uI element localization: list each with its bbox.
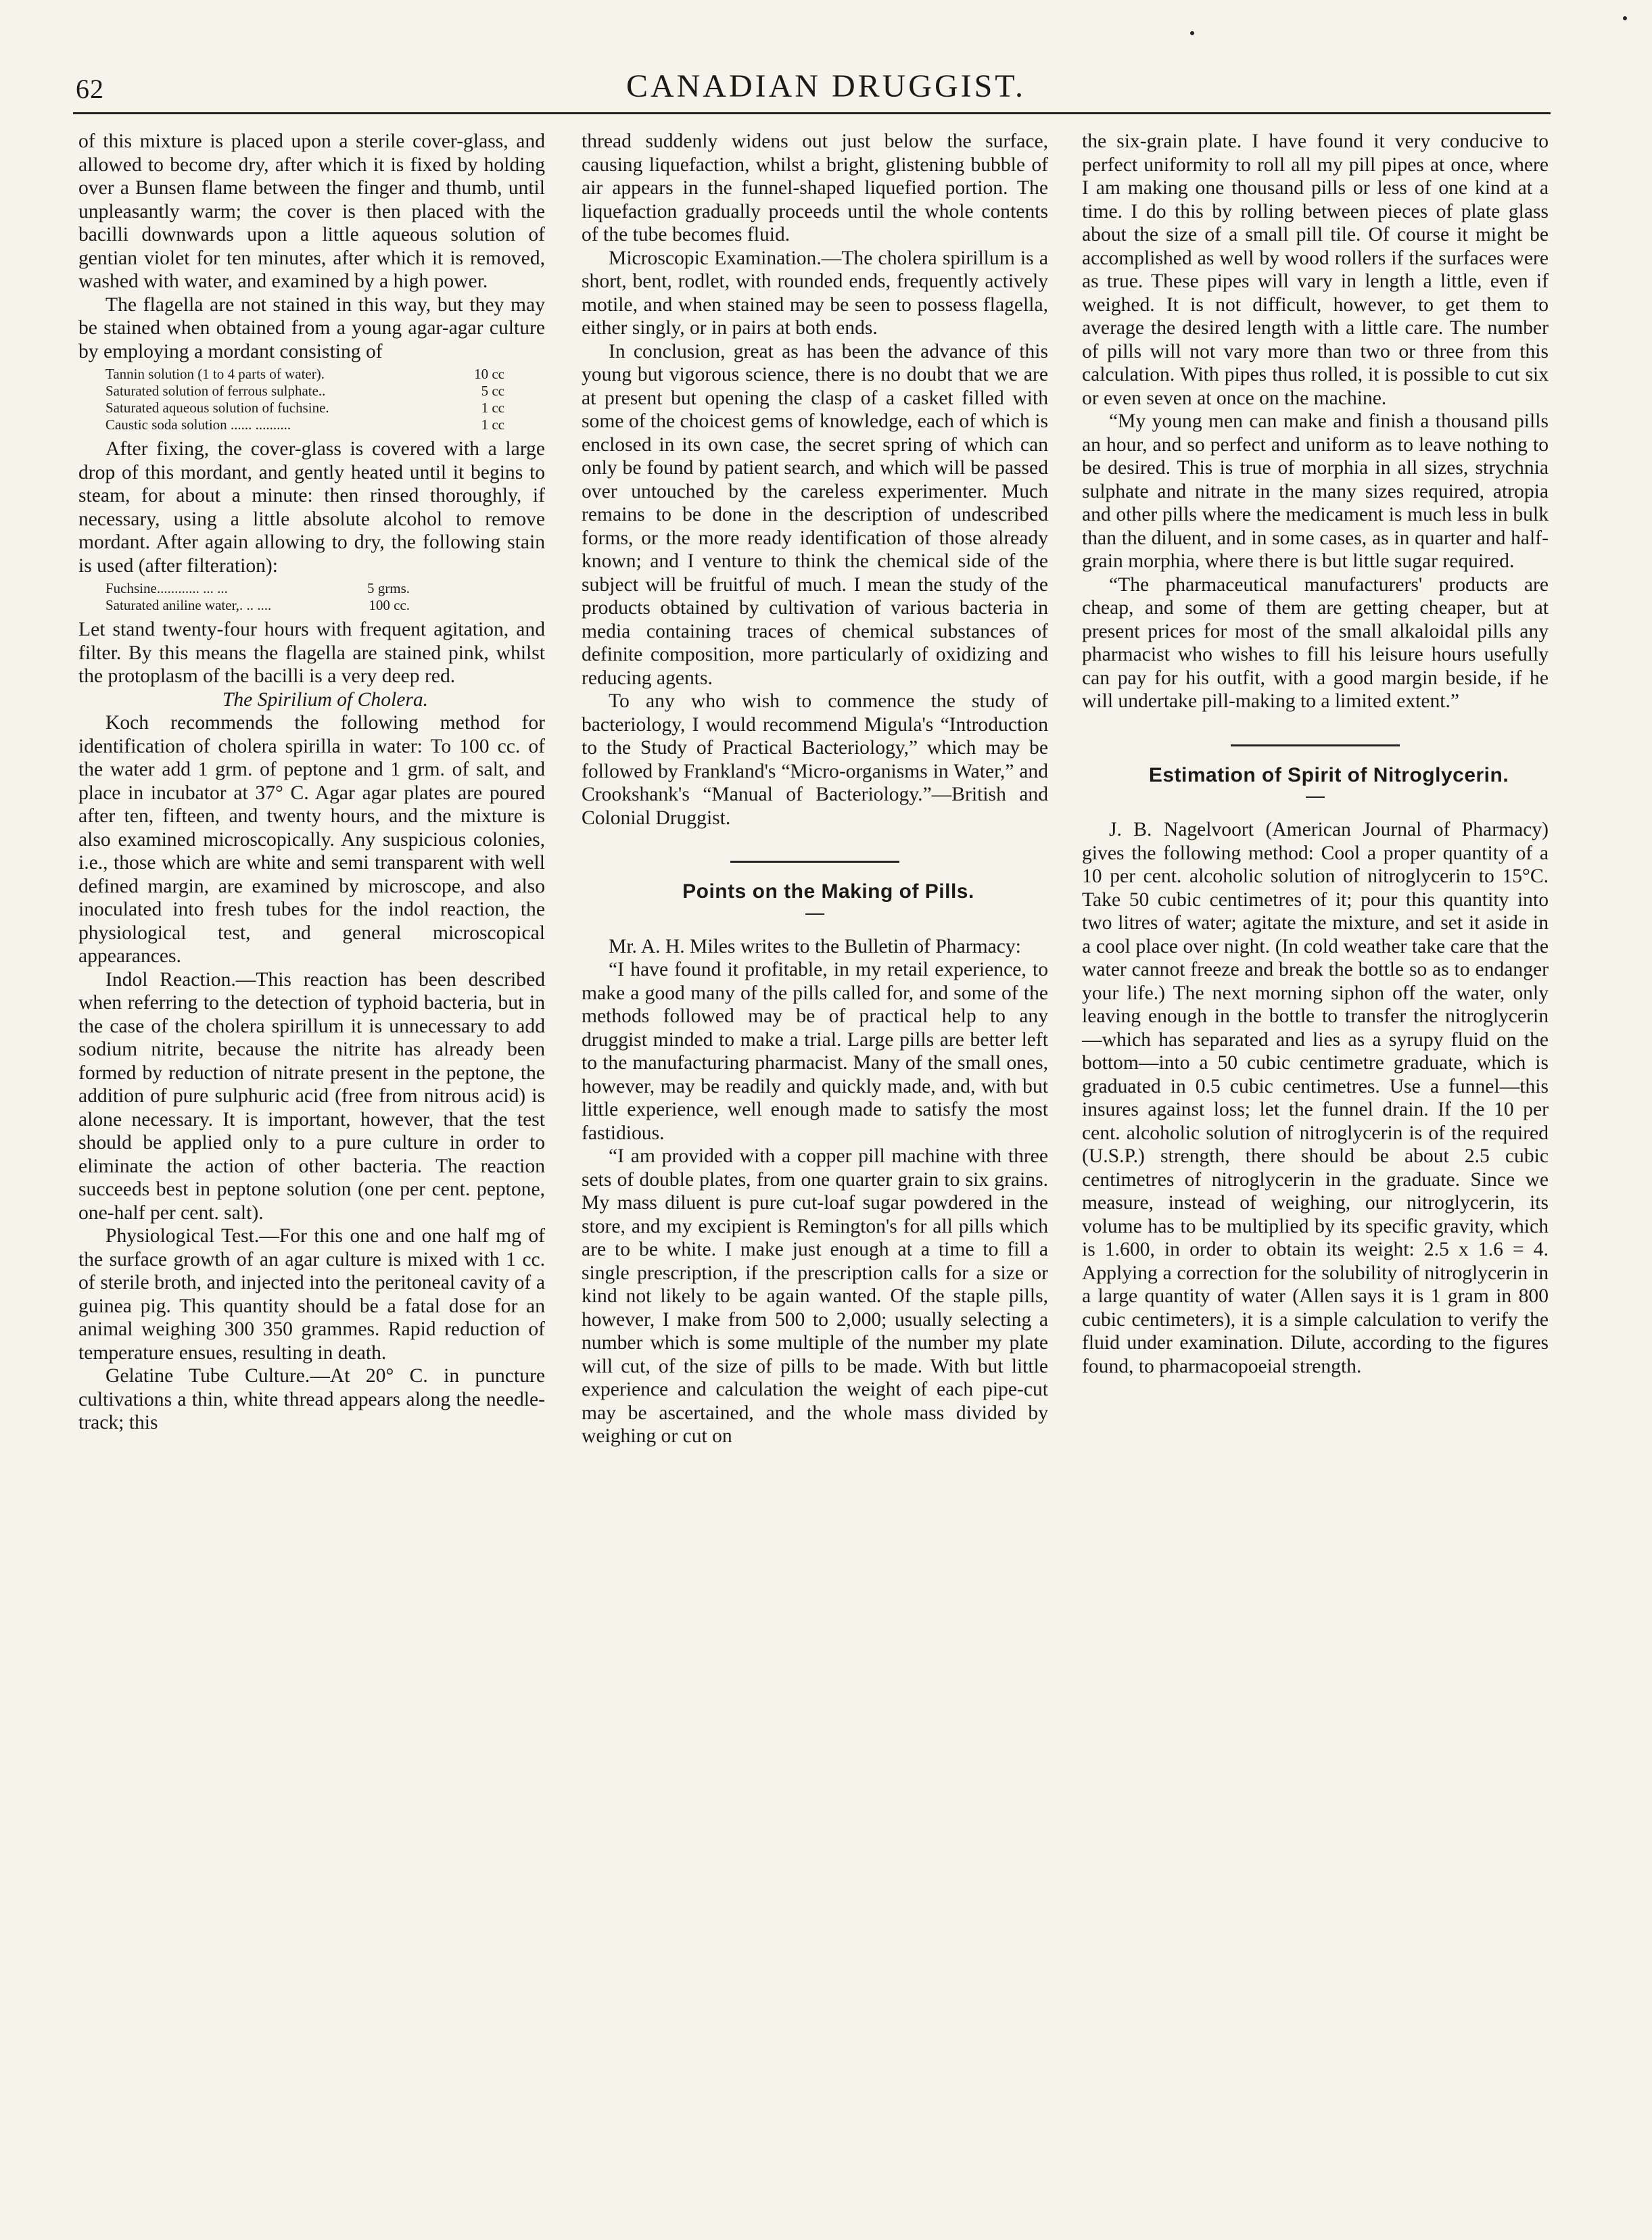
heading-dash: [1306, 796, 1325, 798]
recipe-qty: 1 cc: [481, 416, 504, 433]
section-divider: [1231, 744, 1400, 746]
stain-recipe: [105, 580, 545, 614]
paragraph: Physiological Test.—For this one and one half mg of the surface growth of an agar culture is mixed with 1 cc. of sterile broth, and injected into the peritoneal cavity of a guinea pig. This quantity should be a fatal dose for an animal weighing 300 350 grammes. Rapid reduction of temperature ensues, resulting in death.: [78, 1225, 545, 1364]
recipe-item: Fuchsine............ ... ...: [105, 580, 228, 596]
heading-nitroglycerin: Estimation of Spirit of Nitroglycerin.: [1148, 763, 1509, 786]
recipe-qty: 5 grms.: [367, 580, 410, 596]
recipe-item: Saturated aniline water,. .. ....: [105, 597, 272, 613]
paragraph: Indol Reaction.—This reaction has been described when referring to the detection of typhoid bacteria, but in the case of the cholera spirillum it is unnecessary to add sodium nitrite, because the nitrite has already been formed by reduction of nitrate present in the peptone, the addition of pure sulphuric acid (free from nitrous acid) is alone necessary. It is important, however, that the test should be applied only to a pure culture in order to eliminate the action of other bacteria. The reaction succeeds best in peptone solution (one per cent. peptone, one-half per cent. salt).: [78, 968, 545, 1224]
header-rule: [73, 112, 1551, 114]
paragraph: In conclusion, great as has been the advance of this young but vigorous science, there is no doubt that we are at present but opening the clasp of a casket filled with some of the choicest gems of knowledge, each of which is enclosed in its own case, the secret spring of which can only be found by patient search, and which will be passed over untouched by the careless experimenter. Much remains to be done in the description of undescribed forms, or the more ready identification of those already known; and I venture to think the chemical side of the subject will be fruitful of much. I mean the study of the products obtained by cultivation of various bacteria in media containing traces of chemical substances of definite composition, more particularly of oxidizing and reducing agents.: [582, 340, 1048, 689]
paragraph: Gelatine Tube Culture.—At 20° C. in puncture cultivations a thin, white thread appears along the needle-track; this: [78, 1365, 545, 1433]
recipe-item: Saturated solution of ferrous sulphate..: [105, 383, 326, 399]
paragraph: thread suddenly widens out just below the surface, causing liquefaction, whilst a bright, glistening bubble of air appears in the funnel-shaped liquefied portion. The liquefaction gradually proceeds until the whole contents of the tube becomes fluid.: [582, 130, 1048, 245]
column-1: [78, 130, 545, 1435]
recipe-row: [105, 580, 410, 597]
section-divider: [730, 861, 899, 863]
recipe-qty: 10 cc: [474, 366, 504, 382]
recipe-qty: 1 cc: [481, 400, 504, 416]
paragraph: Let stand twenty-four hours with frequent agitation, and filter. By this means the flagella are stained pink, whilst the protoplasm of the bacilli is a very deep red.: [78, 619, 545, 687]
paragraph: of this mixture is placed upon a sterile cover-glass, and allowed to become dry, after which it is fixed by holding over a Bunsen flame between the finger and thumb, until unpleasantly warm; the cover is then placed with the bacilli downwards upon a little aqueous solution of gentian violet for ten minutes, after which it is removed, washed with water, and examined by a high power.: [78, 130, 545, 292]
running-head: CANADIAN DRUGGIST.: [626, 68, 1026, 104]
recipe-row: [105, 597, 410, 614]
recipe-qty: 5 cc: [481, 383, 504, 399]
paragraph: J. B. Nagelvoort (American Journal of Pharmacy) gives the following method: Cool a proper quantity of a 10 per cent. alcoholic solution of nitroglycerin to 15°C. Take 50 cubic centimetres of it; pour this quantity into two litres of water; agitate the mixture, and set it aside in a cool place over night. (In cold weather take care that the water cannot freeze and break the bottle so as to endanger your life.) The next morning siphon off the water, only leaving enough in the bottle to transfer the nitroglycerin—which has separated and lies as a syrupy fluid on the bottom—into a 50 cubic centimetre graduate, which is graduated in 0.5 cubic centimetres. Use a funnel—this insures against loss; let the funnel drain. If the 10 per cent. alcoholic solution of nitroglycerin is of the required (U.S.P.) strength, there should be about 2.5 cubic centimetres of nitroglycerin in the graduate. Since we measure, instead of weighing, our nitroglycerin, its volume has to be multiplied by its specific gravity, which is 1.600, in order to obtain its weight: 2.5 x 1.6 = 4. Applying a correction for the solubility of nitroglycerin in a large quantity of water (Allen says it is 1 gram in 800 cubic centimeters), it is a simple calculation to verify the fluid under examination. Dilute, according to the figures found, to pharmacopoeial strength.: [1082, 819, 1549, 1377]
column-2: [582, 130, 1048, 1448]
page-number: 62: [76, 74, 104, 104]
heading-pills: Points on the Making of Pills.: [682, 880, 974, 903]
paragraph: After fixing, the cover-glass is covered with a large drop of this mordant, and gently heated until it begins to steam, for about a minute: then rinsed thoroughly, if necessary, using a little absolute alcohol to remove mordant. After again allowing to dry, the following stain is used (after filteration):: [78, 438, 545, 577]
heading-dash: [805, 913, 824, 915]
paragraph: Koch recommends the following method for identification of cholera spirilla in water: To 100 cc. of the water add 1 grm. of peptone and 1 grm. of salt, and place in incubator at 37° C. Agar agar plates are poured after ten, fifteen, and twenty hours, and the mixture is also examined microscopically. Any suspicious colonies, i.e., those which are white and semi transparent with well defined margin, are examined by microscope, and also inoculated into fresh tubes for the indol reaction, the physiological test, and general microscopical appearances.: [78, 712, 545, 967]
paragraph: “I have found it profitable, in my retail experience, to make a good many of the pills called for, and some of the methods followed may be of practical help to any druggist minded to make a trial. Large pills are better left to the manufacturing pharmacist. Many of the small ones, however, may be readily and quickly made, and, with but little experience, well enough made to satisfy the most fastidious.: [582, 959, 1048, 1144]
paragraph: “The pharmaceutical manufacturers' products are cheap, and some of them are getting cheaper, but at present prices for most of the small alkaloidal pills any pharmacist who wishes to fill his leisure hours usefully can pay for his outfit, with a good margin beside, if he will undertake pill-making to a limited extent.”: [1082, 573, 1549, 712]
recipe-item: Tannin solution (1 to 4 parts of water).: [105, 366, 325, 382]
recipe-qty: 100 cc.: [369, 597, 410, 613]
column-3: [1082, 130, 1549, 1378]
mordant-recipe: [105, 366, 545, 433]
speck-top: [1190, 31, 1194, 35]
paragraph: the six-grain plate. I have found it very conducive to perfect uniformity to roll all my pill pipes at once, where I am making one thousand pills or less of one kind at a time. I do this by rolling between pieces of plate glass about the size of a small pill tile. Of course it might be accomplished as well by wood rollers if the surfaces were as true. These pipes will vary in length a little, even if weighed. It is not difficult, however, to get them to average the desired length with a little care. The number of pills will not vary more than two or three from this calculation. With pipes thus rolled, it is possible to cut six or even seven at once on the machine.: [1082, 130, 1549, 409]
paragraph: “My young men can make and finish a thousand pills an hour, and so perfect and uniform as to leave nothing to be desired. This is true of morphia in all sizes, strychnia sulphate and nitrate in the many sizes required, atropia and other pills where the medicament is much less in bulk than the diluent, and in some cases, as in quarter and half-grain morphia, where there is but little sugar required.: [1082, 410, 1549, 572]
recipe-item: Saturated aqueous solution of fuchsine.: [105, 400, 329, 416]
recipe-row: [105, 366, 504, 383]
speck-right: [1623, 16, 1627, 20]
paragraph: Mr. A. H. Miles writes to the Bulletin of Pharmacy:: [609, 935, 1021, 957]
recipe-row: [105, 416, 504, 433]
recipe-row: [105, 400, 504, 416]
paragraph: The flagella are not stained in this way, but they may be stained when obtained from a young agar-agar culture by employing a mordant consisting of: [78, 293, 545, 362]
paragraph: “I am provided with a copper pill machine with three sets of double plates, from one quarter grain to six grains. My mass diluent is pure cut-loaf sugar powdered in the store, and my excipient is Remington's for all pills which are to be white. I make just enough at a time to fill a single prescription, if the prescription calls for a size or kind not likely to be again wanted. Of the staple pills, however, I make from 500 to 2,000; usually selecting a number which is some multiple of the number my plate will cut, of the size of pills to be made. With but little experience and calculation the weight of each pipe-cut may be ascertained, and the whole mass divided by weighing or cut on: [582, 1145, 1048, 1447]
recipe-item: Caustic soda solution ...... ..........: [105, 416, 291, 433]
subheading-cholera: The Spirilium of Cholera.: [222, 688, 429, 711]
paragraph: To any who wish to commence the study of bacteriology, I would recommend Migula's “Introduction to the Study of Practical Bacteriology,” which may be followed by Frankland's “Micro-organisms in Water,” and Crookshank's “Manual of Bacteriology.”—British and Colonial Druggist.: [582, 690, 1048, 829]
recipe-row: [105, 383, 504, 400]
paragraph: Microscopic Examination.—The cholera spirillum is a short, bent, rodlet, with rounded ends, frequently actively motile, and when stained may be seen to possess flagella, either singly, or in pairs at both ends.: [582, 247, 1048, 339]
